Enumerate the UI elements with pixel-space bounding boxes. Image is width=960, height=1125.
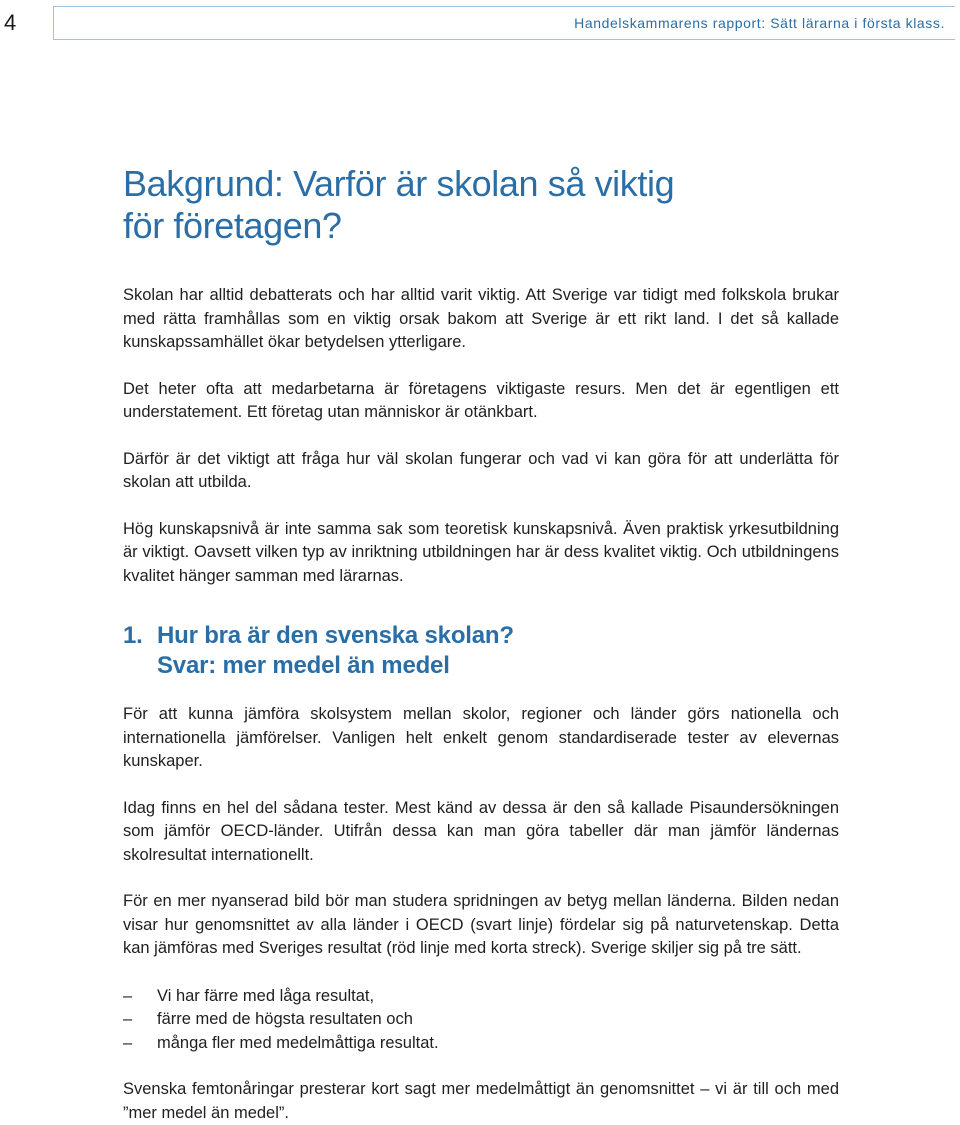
- section-number: 1.: [123, 622, 143, 649]
- page-number: 4: [4, 10, 17, 35]
- list-item-text: färre med de högsta resultaten och: [157, 1010, 413, 1028]
- dash-marker: –: [123, 1033, 133, 1052]
- running-title: Handelskammarens rapport: Sätt lärarna i första klass.: [574, 15, 945, 31]
- closing-paragraph: Svenska femtonåringar presterar kort sagt mer medelmåttigt än genomsnittet – vi är till och med ”mer medel än medel”.: [123, 1080, 839, 1122]
- intro-paragraph-4: Hög kunskapsnivå är inte samma sak som teoretisk kunskapsnivå. Även praktisk yrkesutbildning är viktigt. Oavsett vilken typ av inriktning utbildningen har är dess kvalitet viktig. Och utbildningens kvalitet hänger samman med lärarnas.: [123, 519, 839, 585]
- intro-paragraph-3: Därför är det viktigt att fråga hur väl skolan fungerar och vad vi kan göra för att underlätta för skolan att utbilda.: [123, 449, 839, 491]
- list-item-text: många fler med medelmåttiga resultat.: [157, 1033, 439, 1052]
- page-title-line-2: för företagen?: [123, 205, 342, 246]
- intro-paragraph-1: Skolan har alltid debatterats och har alltid varit viktig. Att Sverige var tidigt med folkskola brukar med rätta framhållas som en viktig orsak bakom att Sverige är ett rikt land. I det så kallade kunskapssamhället ökar betydelsen ytterligare.: [123, 286, 839, 351]
- section-paragraph-1: För att kunna jämföra skolsystem mellan skolor, regioner och länder görs nationella och internationella jämförelser. Vanligen helt enkelt genom standardiserade tester av elevernas kunskaper.: [123, 705, 839, 770]
- section-heading: [123, 621, 839, 681]
- page-title-line-1: Bakgrund: Varför är skolan så viktig: [123, 163, 675, 204]
- page-title: [123, 163, 839, 247]
- section-title: Hur bra är den svenska skolan?: [157, 622, 514, 649]
- list-item: [123, 985, 839, 1009]
- differences-list: [123, 985, 839, 1056]
- section-subtitle: Svar: mer medel än medel: [157, 652, 450, 679]
- list-item: [123, 1032, 839, 1056]
- section-paragraph-2: Idag finns en hel del sådana tester. Mest känd av dessa är den så kallade Pisaundersökningen som jämför OECD-länder. Utifrån dessa kan man göra tabeller där man jämför ländernas skolresultat internationellt.: [123, 798, 839, 864]
- list-item-text: Vi har färre med låga resultat,: [157, 986, 375, 1005]
- article-body: [123, 163, 839, 1125]
- list-item: [123, 1008, 839, 1032]
- dash-marker: –: [123, 986, 133, 1005]
- running-header: [53, 6, 955, 40]
- intro-paragraph-2: Det heter ofta att medarbetarna är företagens viktigaste resurs. Men det är egentligen ett understatement. Ett företag utan människor är otänkbart.: [123, 379, 839, 421]
- section-paragraph-3: För en mer nyanserad bild bör man studera spridningen av betyg mellan länderna. Bilden nedan visar hur genomsnittet av alla länder i OECD (svart linje) fördelar sig på naturvetenskap. Detta kan jämföras med Sveriges resultat (röd linje med korta streck). Sverige skiljer sig på tre sätt.: [123, 892, 839, 957]
- dash-marker: –: [123, 1010, 133, 1028]
